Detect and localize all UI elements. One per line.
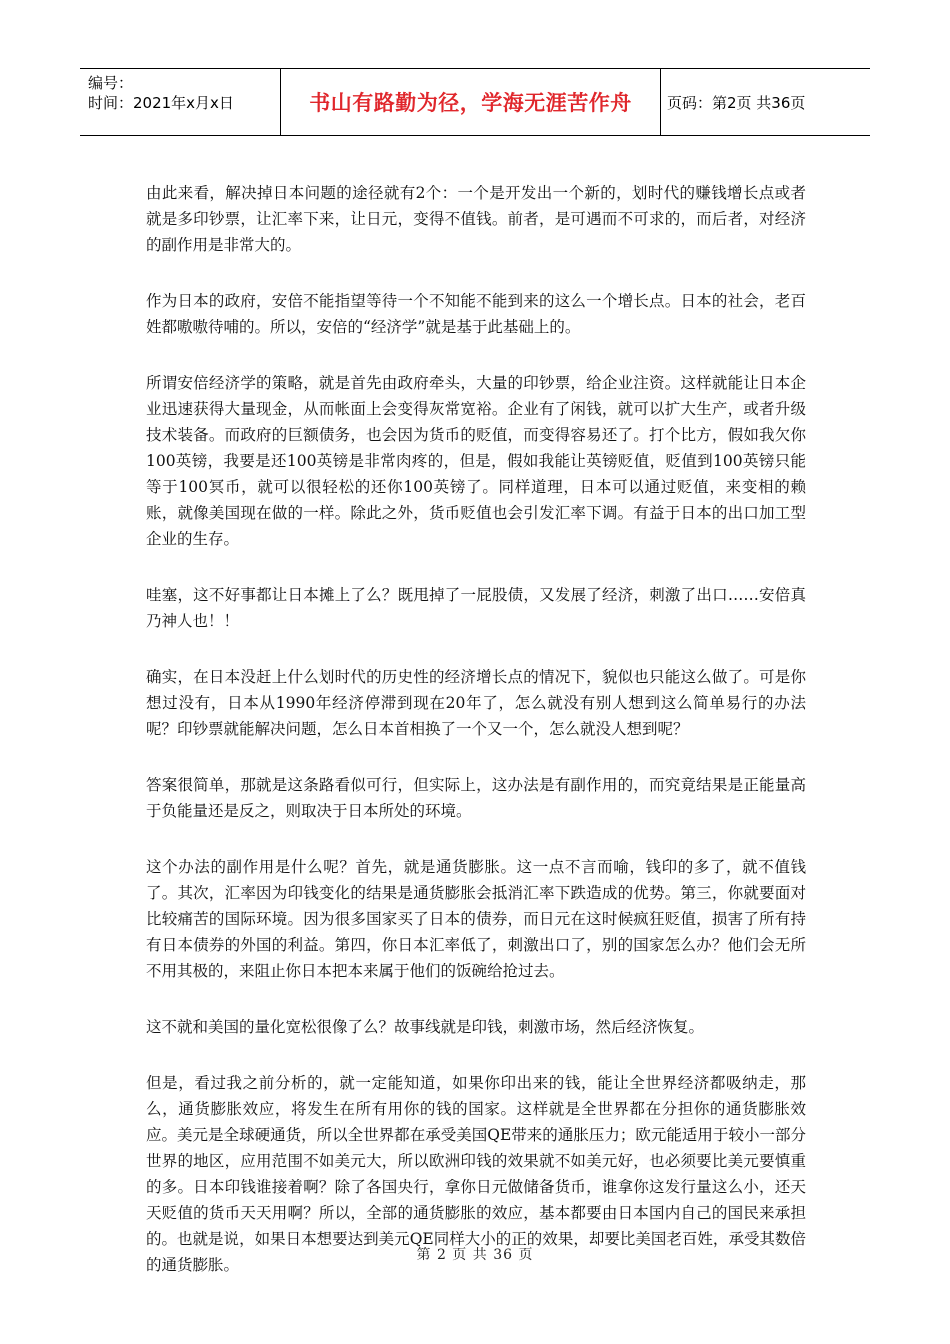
code-label: 编号： bbox=[88, 74, 134, 92]
paragraph-2: 作为日本的政府，安倍不能指望等待一个不知能不能到来的这么一个增长点。日本的社会，老百姓都嗷嗷待哺的。所以，安倍的“经济学”就是基于此基础上的。 bbox=[146, 292, 806, 336]
header-page-info: 页码：第2页 共36页 bbox=[667, 93, 806, 112]
time-label: 时间：2021年x月x日 bbox=[88, 94, 234, 112]
paragraph-7: 这个办法的副作用是什么呢？首先，就是通货膨胀。这一点不言而喻，钱印的多了，就不值钱了。其次，汇率因为印钱变化的结果是通货膨胀会抵消汇率下跌造成的优势。第三，你就要面对比较痛苦的国际环境。因为很多国家买了日本的债券，而日元在这时候疯狂贬值，损害了所有持有日本债券的外国的利益。第四，你日本汇率低了，刺激出口了，别的国家怎么办？他们会无所不用其极的，来阻止你日本把本来属于他们的饭碗给抢过去。 bbox=[146, 858, 806, 980]
paragraph-4: 哇塞，这不好事都让日本摊上了么？既甩掉了一屁股债，又发展了经济，刺激了出口……安倍真乃神人也！！ bbox=[146, 586, 806, 630]
header-motto: 书山有路勤为径，学海无涯苦作舟 bbox=[281, 69, 661, 135]
page-header bbox=[80, 68, 870, 136]
paragraph-1: 由此来看，解决掉日本问题的途径就有2个：一个是开发出一个新的，划时代的赚钱增长点或者就是多印钞票，让汇率下来，让日元，变得不值钱。前者，是可遇而不可求的，而后者，对经济的副作用是非常大的。 bbox=[146, 184, 806, 254]
document-body bbox=[146, 180, 806, 1308]
header-meta bbox=[80, 69, 281, 135]
paragraph-6: 答案很简单，那就是这条路看似可行，但实际上，这办法是有副作用的，而究竟结果是正能量高于负能量还是反之，则取决于日本所处的环境。 bbox=[146, 776, 806, 820]
page-footer: 第 2 页 共 36 页 bbox=[416, 1247, 534, 1263]
paragraph-5: 确实，在日本没赶上什么划时代的历史性的经济增长点的情况下，貌似也只能这么做了。可是你想过没有，日本从1990年经济停滞到现在20年了，怎么就没有别人想到这么简单易行的办法呢？印钞票就能解决问题，怎么日本首相换了一个又一个，怎么就没人想到呢？ bbox=[146, 668, 806, 738]
paragraph-8: 这不就和美国的量化宽松很像了么？故事线就是印钱，刺激市场，然后经济恢复。 bbox=[146, 1018, 705, 1036]
paragraph-9: 但是，看过我之前分析的，就一定能知道，如果你印出来的钱，能让全世界经济都吸纳走，那么，通货膨胀效应，将发生在所有用你的钱的国家。这样就是全世界都在分担你的通货膨胀效应。美元是全球硬通货，所以全世界都在承受美国QE带来的通胀压力；欧元能适用于较小一部分世界的地区，应用范围不如美元大，所以欧洲印钱的效果就不如美元好，也必须要比美元要慎重的多。日本印钱谁接着啊？除了各国央行，拿你日元做储备货币，谁拿你这发行量这么小，还天天贬值的货币天天用啊？所以，全部的通货膨胀的效应，基本都要由日本国内自己的国民来承担的。也就是说，如果日本想要达到美元QE同样大小的正的效果，却要比美国老百姓，承受其数倍的通货膨胀。 bbox=[146, 1074, 806, 1274]
paragraph-3: 所谓安倍经济学的策略，就是首先由政府牵头，大量的印钞票，给企业注资。这样就能让日本企业迅速获得大量现金，从而帐面上会变得灰常宽裕。企业有了闲钱，就可以扩大生产，或者升级技术装备。而政府的巨额债务，也会因为货币的贬值，而变得容易还了。打个比方，假如我欠你100英镑，我要是还100英镑是非常肉疼的，但是，假如我能让英镑贬值，贬值到100英镑只能等于100冥币，就可以很轻松的还你100英镑了。同样道理，日本可以通过贬值，来变相的赖账，就像美国现在做的一样。除此之外，货币贬值也会引发汇率下调。有益于日本的出口加工型企业的生存。 bbox=[146, 374, 806, 548]
